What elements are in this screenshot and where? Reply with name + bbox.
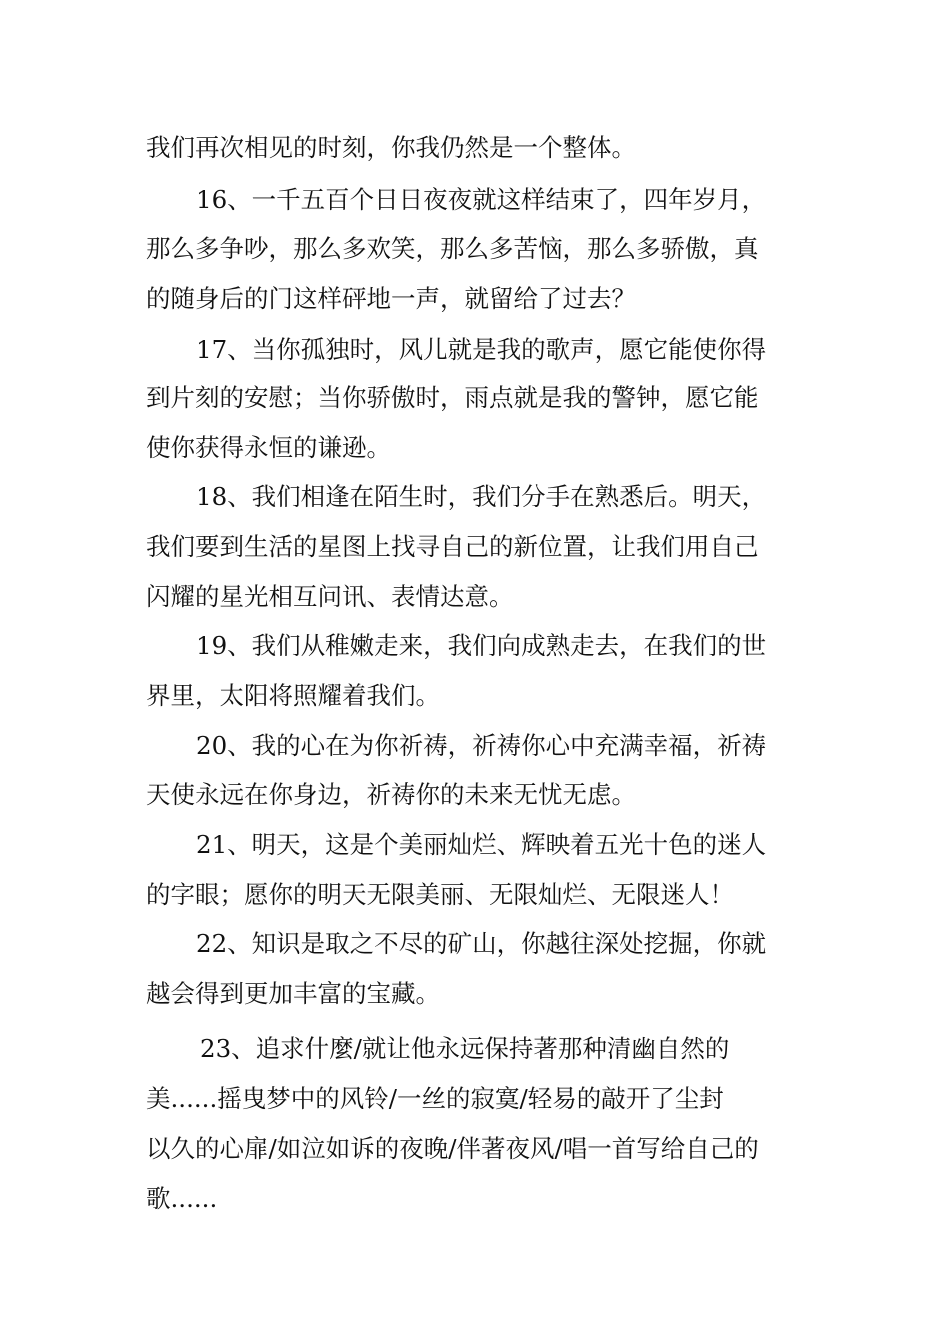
text-line: 23、追求什麼/就让他永远保持著那种清幽自然的	[200, 1034, 730, 1063]
text-line: 17、当你孤独时，风儿就是我的歌声，愿它能使你得	[196, 335, 767, 364]
text-line: 天使永远在你身边，祈祷你的未来无忧无虑。	[146, 780, 636, 809]
text-line: 以久的心扉/如泣如诉的夜晚/伴著夜风/唱一首写给自己的	[146, 1134, 759, 1163]
text-line: 美......摇曳梦中的风铃/一丝的寂寞/轻易的敲开了尘封	[146, 1084, 724, 1113]
text-line: 那么多争吵，那么多欢笑，那么多苦恼，那么多骄傲，真	[146, 234, 759, 263]
text-line: 22、知识是取之不尽的矿山，你越往深处挖掘，你就	[196, 929, 767, 958]
text-line: 越会得到更加丰富的宝藏。	[146, 979, 440, 1008]
text-line: 18、我们相逢在陌生时，我们分手在熟悉后。明天，	[196, 482, 767, 511]
text-line: 界里，太阳将照耀着我们。	[146, 681, 440, 710]
text-line: 我们再次相见的时刻，你我仍然是一个整体。	[146, 133, 636, 162]
text-line: 我们要到生活的星图上找寻自己的新位置，让我们用自己	[146, 532, 759, 561]
text-line: 使你获得永恒的谦逊。	[146, 433, 391, 462]
text-line: 16、一千五百个日日夜夜就这样结束了，四年岁月，	[196, 185, 767, 214]
text-line: 到片刻的安慰；当你骄傲时，雨点就是我的警钟，愿它能	[146, 383, 759, 412]
text-line: 21、明天，这是个美丽灿烂、辉映着五光十色的迷人	[196, 830, 767, 859]
text-line: 的随身后的门这样砰地一声，就留给了过去？	[146, 284, 636, 313]
text-line: 19、我们从稚嫩走来，我们向成熟走去，在我们的世	[196, 631, 767, 660]
text-line: 歌......	[146, 1184, 218, 1213]
text-line: 20、我的心在为你祈祷，祈祷你心中充满幸福，祈祷	[196, 731, 767, 760]
text-line: 闪耀的星光相互问讯、表情达意。	[146, 582, 514, 611]
text-line: 的字眼；愿你的明天无限美丽、无限灿烂、无限迷人！	[146, 880, 734, 909]
